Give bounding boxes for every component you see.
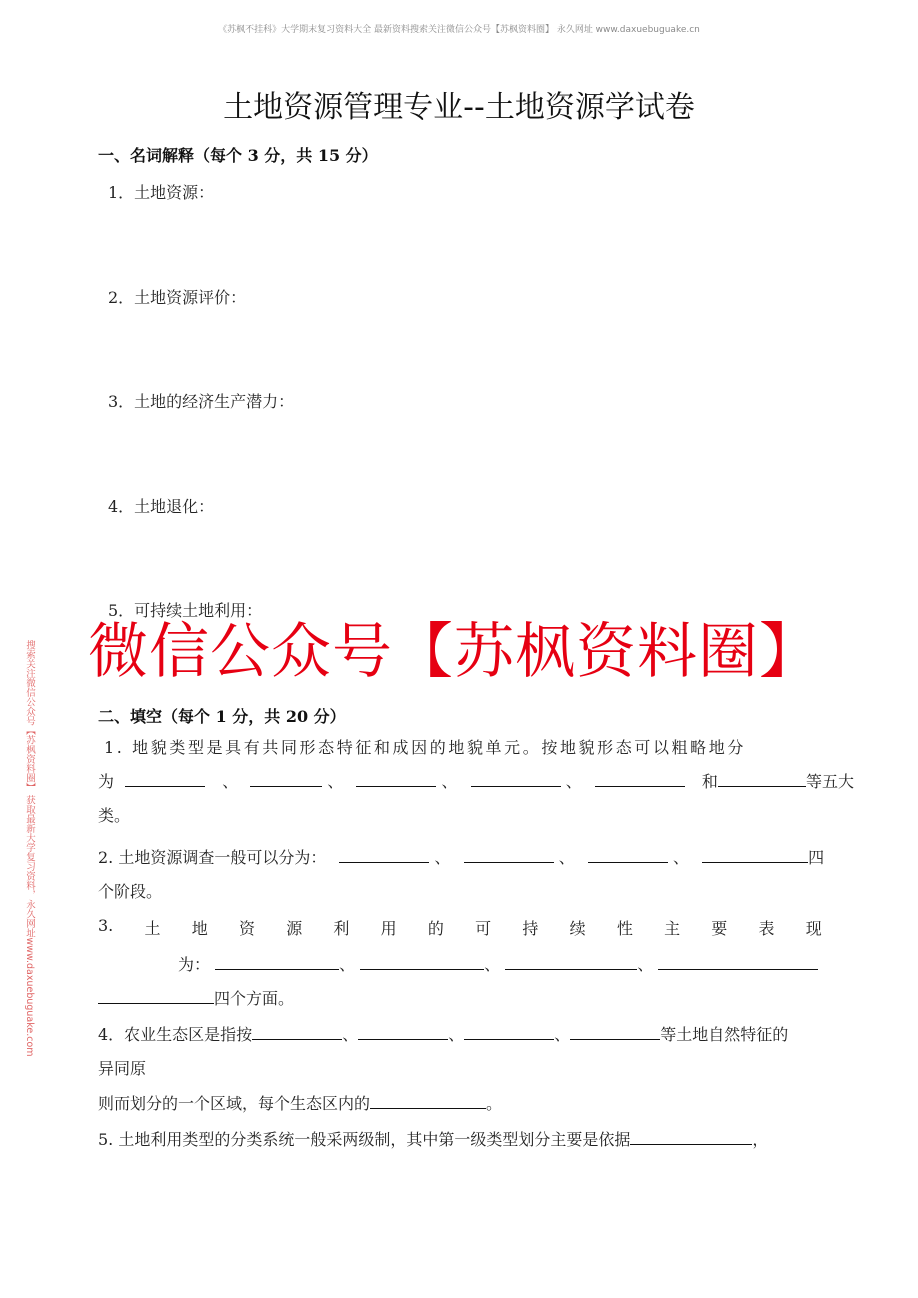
term-item-3: 3．土地的经济生产潜力： [108,392,295,411]
page-header-banner: 《苏枫不挂科》大学期末复习资料大全 最新资料搜索关注微信公众号【苏枫资料圈】 永久网址 www.daxuebuguake.cn [218,25,700,35]
blank [215,955,339,970]
term-item-1: 1．土地资源： [108,183,215,202]
term-item-5: 5．可持续土地利用： [108,601,263,620]
blank [250,772,322,787]
blank [588,848,668,863]
term-item-2: 2．土地资源评价： [108,288,247,307]
blank [595,772,685,787]
q2-line-1: 2. 土地资源调查一般可以分为： 、 、 、 四 [98,848,825,867]
blank [98,989,214,1004]
q3-line-3: 四个方面。 [98,986,294,1009]
blank [570,1025,660,1040]
q1-line-1: 1. 地貌类型是具有共同形态特征和成因的地貌单元。按地貌形态可以粗略地分 [104,738,746,757]
q3-line-2: 为： 、 、 、 [178,952,818,975]
page-title: 土地资源管理专业--土地资源学试卷 [223,90,695,125]
q1-line-2: 为 、 、 、 、 和 等五大 [98,772,854,791]
term-item-4: 4．土地退化： [108,497,215,516]
blank [471,772,561,787]
side-watermark: 搜索关注微信公众号【苏枫资料圈】 获取最新大学复习资料，永久网址www.daxuebuguake.com [24,640,35,1057]
q4-line-3: 则而划分的一个区域，每个生态区内的 。 [98,1094,503,1113]
q4-line-2: 异同原 [98,1059,147,1078]
blank [718,772,806,787]
q2-line-2: 个阶段。 [98,882,163,901]
q5-line-1: 5. 土地利用类型的分类系统一般采两级制，其中第一级类型划分主要是依据 ， [98,1130,769,1149]
blank [630,1130,752,1145]
blank [505,955,637,970]
section-1-heading: 一、名词解释（每个 3 分，共 15 分） [98,146,378,165]
q1-line-3: 类。 [98,806,131,825]
blank [358,1025,448,1040]
q3-line-1: 3. 土 地 资 源 利 用 的 可 持 续 性 主 要 表 现 [98,916,822,938]
blank [702,848,808,863]
blank [356,772,436,787]
blank [370,1094,486,1109]
section-2-heading: 二、填空（每个 1 分，共 20 分） [98,707,346,726]
blank [125,772,205,787]
blank [252,1025,342,1040]
blank [339,848,429,863]
blank [464,848,554,863]
q4-line-1: 4．农业生态区是指按 、 、 、 等土地自然特征的 [98,1025,789,1044]
blank [658,955,818,970]
blank [360,955,484,970]
watermark-text: 微信公众号【苏枫资料圈】 [88,617,820,687]
blank [464,1025,554,1040]
